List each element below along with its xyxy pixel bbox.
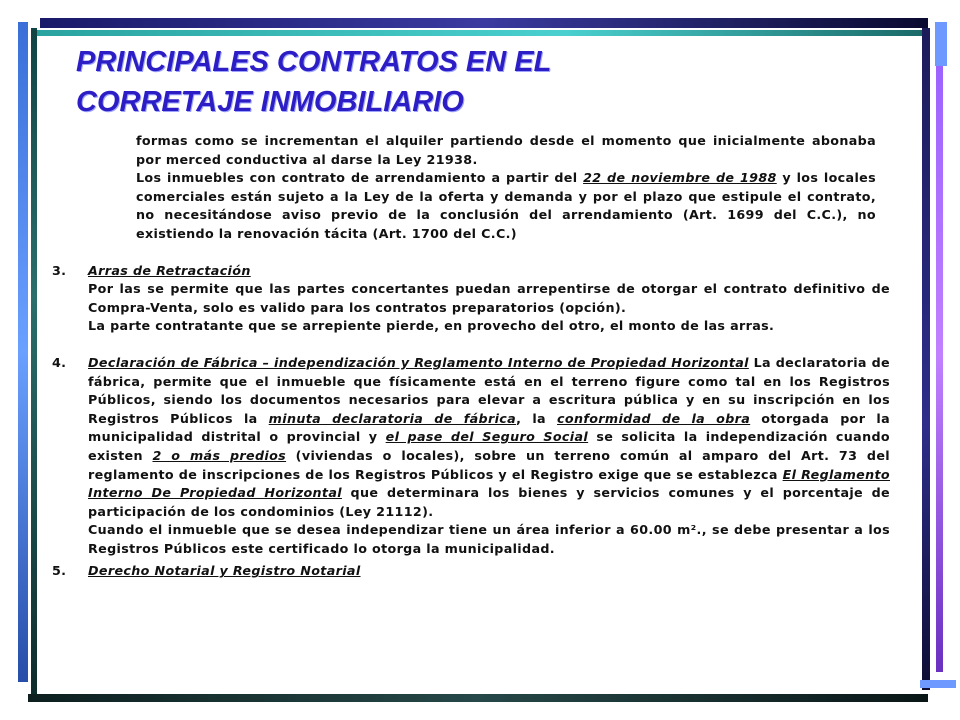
- section-4-paragraph-1: Declaración de Fábrica – independización y Reglamento Interno de Propiedad Horizontal La declaratoria de fábrica, permite que el inmueble que físicamente está en el terreno figure como tal en los Registros Públicos, siendo los documentos necesarios para elevar a escritura pública y en su inscripción en los Registros Públicos la minuta declaratoria de fábrica, la conformidad de la obra otorgada por la municipalidad distrital o provincial y el pase del Seguro Social se solicita la independización cuando existen 2 o más predios (viviendas o locales), sobre un terreno común al amparo del Art. 73 del reglamento de inscripciones de los Registros Públicos y el Registro exige que se establezca El Reglamento Interno De Propiedad Horizontal que determinara los bienes y servicios comunes y el porcentaje de participación de los condominios (Ley 21112).: [88, 354, 891, 519]
- section-3-paragraph-2: La parte contratante que se arrepiente pierde, en provecho del otro, el monto de las arras.: [88, 318, 775, 334]
- left-teal-bar: [31, 28, 37, 698]
- intro-date: 22 de noviembre de 1988: [583, 170, 777, 186]
- section-5: [52, 562, 890, 581]
- section-3-number: 3.: [52, 262, 67, 278]
- section-3: [52, 262, 890, 336]
- section-4-title: Declaración de Fábrica – independización y Reglamento Interno de Propiedad Horizontal: [88, 354, 749, 370]
- section-4-number: 4.: [52, 354, 67, 370]
- right-purple-bar: [936, 40, 943, 672]
- left-blue-bar: [18, 22, 28, 682]
- right-bottom-blue-bar: [920, 680, 956, 688]
- intro-text-b: y los locales comerciales están sujeto a la Ley de la oferta y demanda y por el plazo que estipule el contrato, no necesitándose aviso previo de la conclusión del arrendamiento (Art. 1699 del C.C.), no existiendo la renovación tácita (Art. 1700 del C.C.): [136, 170, 876, 241]
- intro-paragraph-1: formas como se incrementan el alquiler partiendo desde el momento que inicialmente abonaba por merced conductiva al darse la Ley 21938.: [136, 133, 876, 167]
- bottom-dark-bar: [28, 694, 928, 702]
- section-4: [52, 354, 890, 559]
- top-teal-bar: [34, 30, 922, 36]
- right-dark-bar: [922, 28, 930, 690]
- scanned-document: [52, 132, 890, 692]
- slide-title: [76, 42, 856, 122]
- section-4-paragraph-2: Cuando el inmueble que se desea independizar tiene un área inferior a 60.00 m²., se debe presentar a los Registros Públicos este certificado lo otorga la municipalidad.: [88, 522, 890, 556]
- top-dark-bar: [40, 18, 928, 28]
- compra-venta: Compra-Venta: [88, 299, 194, 315]
- section-3-paragraph-1: Por las se permite que las partes concertantes puedan arrepentirse de otorgar el contrato definitivo de Compra-Venta, solo es valido para los contratos preparatorios (opción).: [88, 281, 890, 315]
- section-3-title: Arras de Retractación: [88, 262, 251, 278]
- intro-text-a: Los inmuebles con contrato de arrendamiento a partir del: [136, 170, 584, 186]
- section-5-number: 5.: [52, 563, 67, 579]
- intro-paragraph-2: [52, 169, 876, 243]
- section-5-title: Derecho Notarial y Registro Notarial: [88, 563, 361, 579]
- title-line-1: PRINCIPALES CONTRATOS EN EL: [76, 46, 552, 78]
- title-line-2: CORRETAJE INMOBILIARIO: [76, 86, 464, 118]
- right-top-blue-bar: [935, 22, 947, 66]
